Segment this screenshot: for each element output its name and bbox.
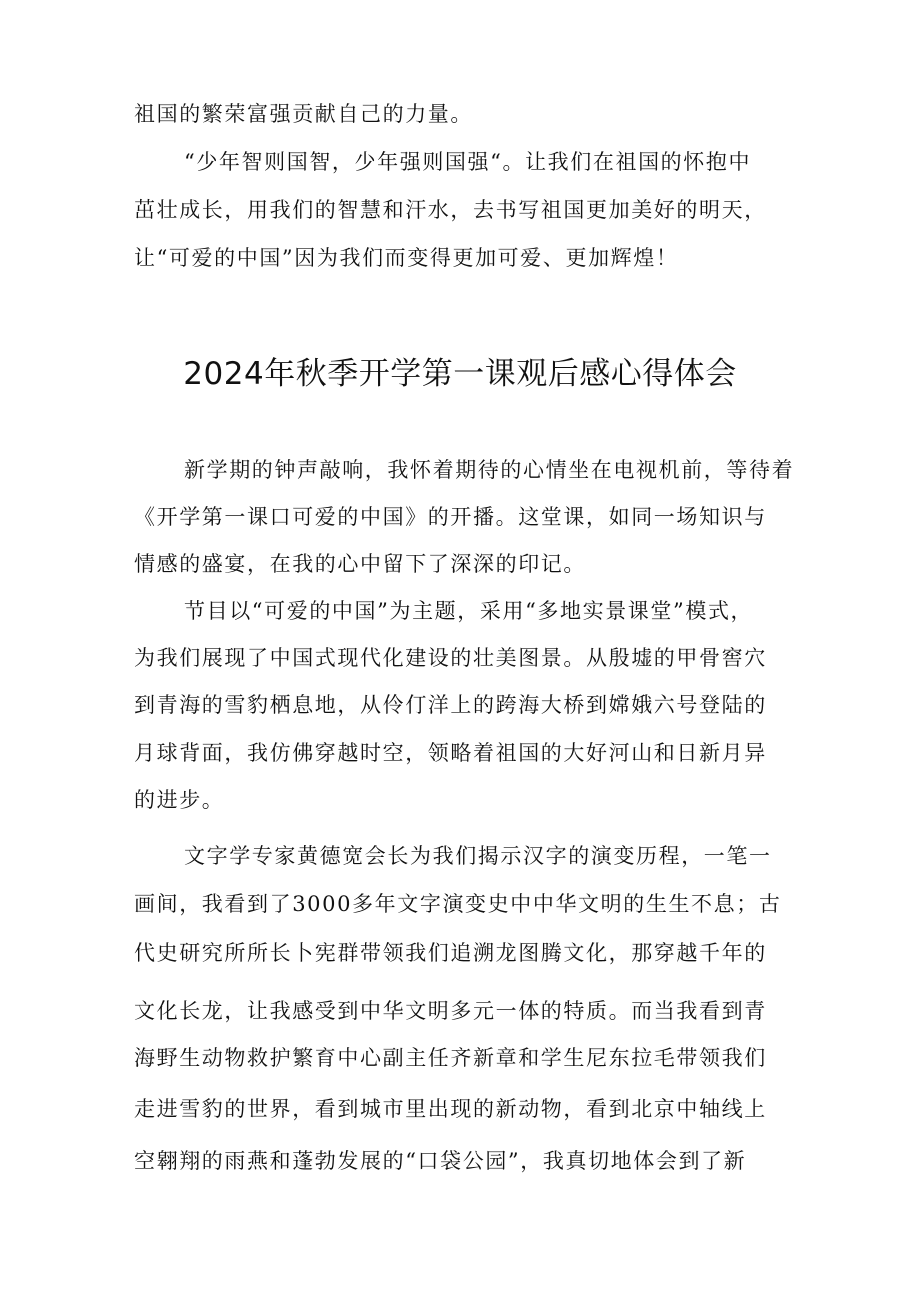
p1-line-1: 新学期的钟声敲响，我怀着期待的心情坐在电视机前，等待着 <box>184 458 795 482</box>
p2-line-3: 到青海的雪豹栖息地，从伶仃洋上的跨海大桥到嫦娥六号登陆的 <box>134 693 767 717</box>
p3-line-6: 走进雪豹的世界，看到城市里出现的新动物，看到北京中轴线上 <box>134 1097 767 1121</box>
document-title: 2024年秋季开学第一课观后感心得体会 <box>183 356 737 392</box>
p3-line-7: 空翱翔的雨燕和蓬勃发展的“口袋公园”，我真切地体会到了新 <box>134 1149 747 1173</box>
p3-line-4: 文化长龙，让我感受到中华文明多元一体的特质。而当我看到青 <box>134 999 767 1023</box>
intro-line-3: 茁壮成长，用我们的智慧和汗水，去书写祖国更加美好的明天， <box>134 198 767 222</box>
intro-line-4: 让“可爱的中国”因为我们而变得更加可爱、更加辉煌！ <box>134 246 679 270</box>
intro-line-1: 祖国的繁荣富强贡献自己的力量。 <box>134 102 473 126</box>
p3-line-2: 画间，我看到了3000多年文字演变史中中华文明的生生不息；古 <box>134 892 782 916</box>
p2-line-1: 节目以“可爱的中国”为主题，采用“多地实景课堂”模式， <box>184 599 754 623</box>
p2-line-4: 月球背面，我仿佛穿越时空，领略着祖国的大好河山和日新月异 <box>134 741 767 765</box>
p3-line-1: 文字学专家黄德宽会长为我们揭示汉字的演变历程，一笔一 <box>184 844 772 868</box>
p3-line-5: 海野生动物救护繁育中心副主任齐新章和学生尼东拉毛带领我们 <box>134 1046 767 1070</box>
p2-line-5: 的进步。 <box>134 788 225 812</box>
p2-line-2: 为我们展现了中国式现代化建设的壮美图景。从殷墟的甲骨窖穴 <box>134 646 767 670</box>
p1-line-2: 《开学第一课口可爱的中国》的开播。这堂课，如同一场知识与 <box>134 505 767 529</box>
intro-line-2: “少年智则国智，少年强则国强“。让我们在祖国的怀抱中 <box>184 150 752 174</box>
p3-line-3: 代史研究所所长卜宪群带领我们追溯龙图腾文化，那穿越千年的 <box>134 941 767 965</box>
p1-line-3: 情感的盛宴，在我的心中留下了深深的印记。 <box>134 552 586 576</box>
